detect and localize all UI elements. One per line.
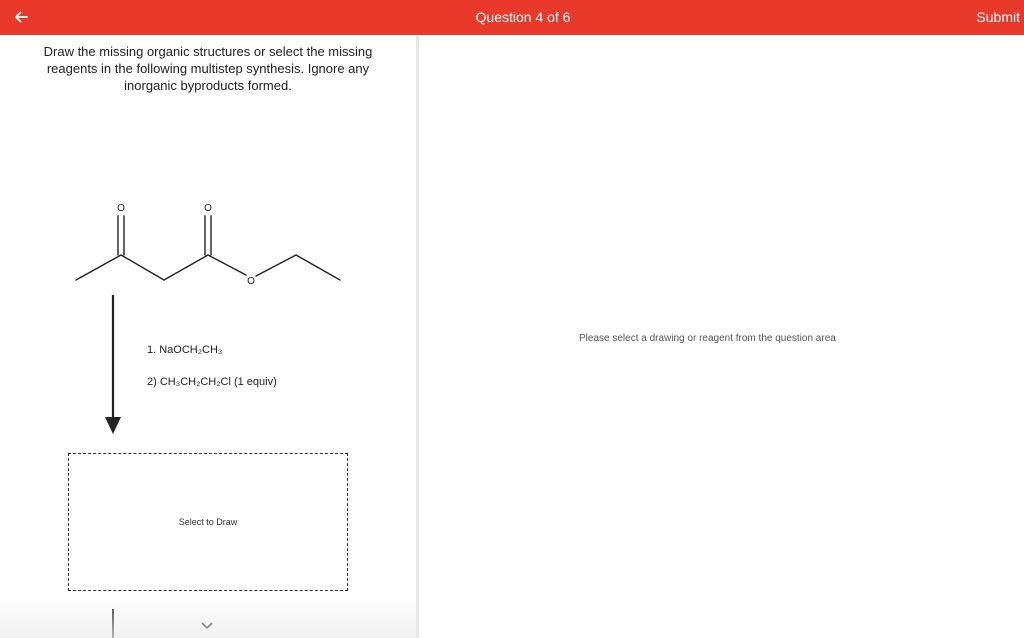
question-instructions: Draw the missing organic structures or select the missing reagents in the following multistep synthesis. Ignore any inorganic byproducts formed.	[43, 44, 373, 93]
next-reaction-arrow	[112, 609, 114, 638]
question-counter: Question 4 of 6	[475, 9, 571, 25]
answer-placeholder: Please select a drawing or reagent from the question area	[579, 333, 836, 344]
submit-button[interactable]: Submit	[976, 9, 1020, 25]
scroll-more-button[interactable]	[198, 619, 216, 633]
draw-answer-box[interactable]	[68, 453, 348, 591]
carbonyl-oxygen-label: O	[117, 203, 125, 214]
reagent-step-1[interactable]: 1. NaOCH₂CH₃	[147, 344, 223, 356]
ester-oxygen-label: O	[247, 276, 255, 287]
question-panel	[0, 35, 416, 638]
top-bar	[0, 0, 1024, 35]
reaction-arrow	[105, 293, 123, 437]
carbonyl-oxygen-label: O	[204, 203, 212, 214]
answer-panel	[419, 35, 1024, 638]
draw-box-label: Select to Draw	[178, 517, 238, 527]
reagent-step-2[interactable]: 2) CH₃CH₂CH₂Cl (1 equiv)	[147, 376, 277, 388]
starting-material-structure[interactable]	[60, 155, 360, 295]
chevron-down-icon	[201, 622, 213, 630]
